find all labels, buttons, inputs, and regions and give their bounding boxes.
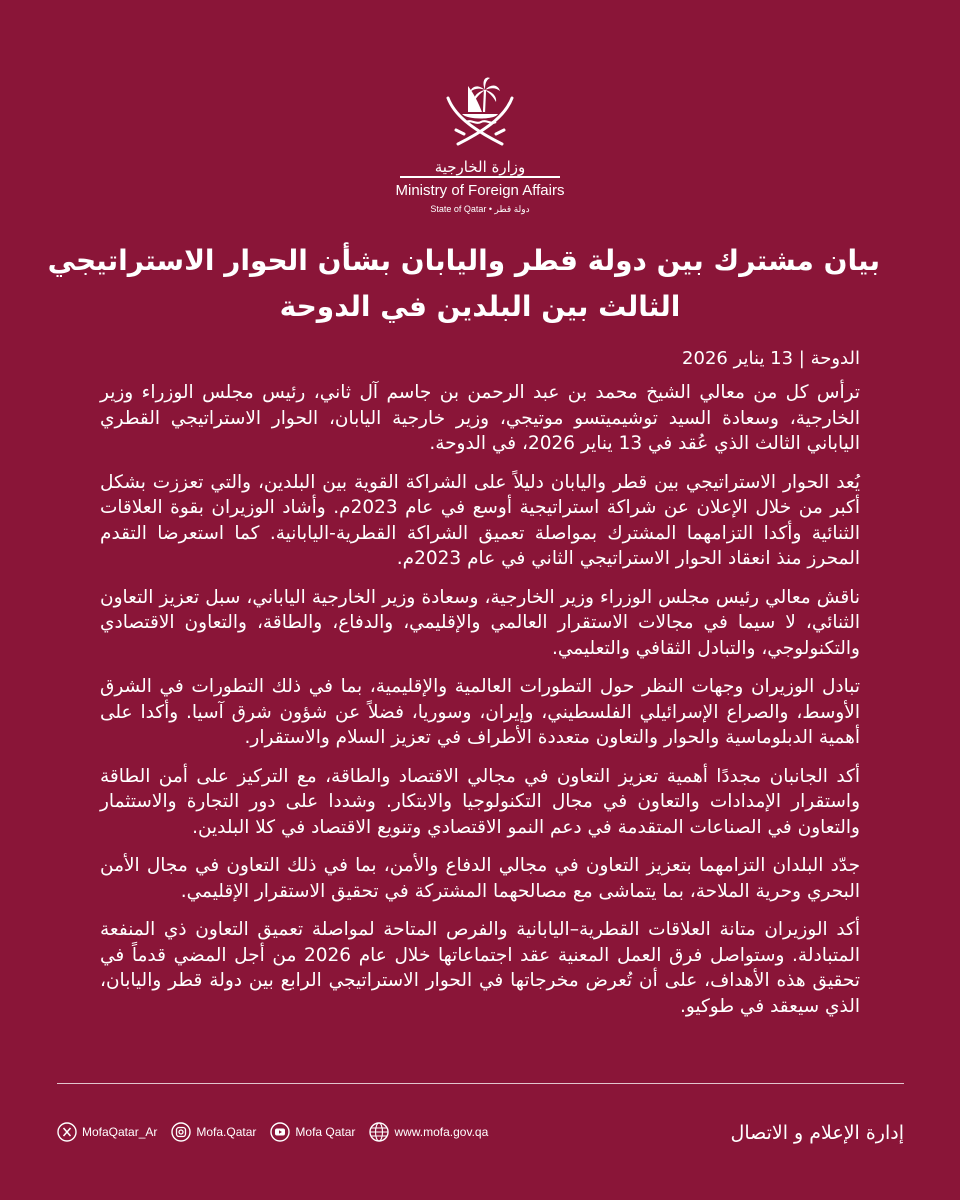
paragraph: ترأس كل من معالي الشيخ محمد بن عبد الرحمن بن جاسم آل ثاني، رئيس مجلس الوزراء وزير الخارجية، وسعادة السيد توشيميتسو موتيجي، وزير خارجية اليابان، الحوار الاستراتيجي القطري الياباني الثالث الذي عُقد في 13 يناير 2026، في الدوحة. — [100, 382, 860, 454]
paragraph: أكد الجانبان مجددًا أهمية تعزيز التعاون في مجالي الاقتصاد والطاقة، مع التركيز على أمن الطاقة واستقرار الإمدادات والتعاون في مجال التكنولوجيا والابتكار. وشددا على دور التجارة والاستثمار والتعاون في الصناعات المتقدمة في دعم النمو الاقتصادي وتنويع الاقتصاد في كلا البلدين. — [100, 765, 860, 838]
youtube-link[interactable] — [270, 1122, 355, 1142]
instagram-handle: Mofa.Qatar — [196, 1125, 257, 1139]
x-link[interactable] — [57, 1122, 157, 1142]
footer — [57, 1122, 904, 1152]
statement-body — [100, 346, 860, 1032]
department-name: إدارة الإعلام و الاتصال — [730, 1122, 904, 1144]
paragraph: تبادل الوزيران وجهات النظر حول التطورات العالمية والإقليمية، بما في ذلك التطورات في الشرق الأوسط، والصراع الإسرائيلي الفلسطيني، وإيران، وسوريا، فضلاً عن شؤون شرق آسيا. وأكدا على أهمية الدبلوماسية والحوار والتعاون متعددة الأطراف في تعزيز السلام والاستقرار. — [100, 676, 860, 748]
title-line-1: بيان مشترك بين دولة قطر واليابان بشأن الحوار الاستراتيجي — [47, 244, 880, 277]
instagram-icon — [171, 1122, 191, 1142]
qatar-emblem-icon — [440, 72, 520, 152]
dateline: الدوحة | 13 يناير 2026 — [682, 348, 860, 369]
instagram-link[interactable] — [171, 1122, 256, 1142]
title-line-2: الثالث بين البلدين في الدوحة — [279, 290, 681, 323]
ministry-name-english: Ministry of Foreign Affairs — [395, 182, 565, 199]
paragraph: يُعد الحوار الاستراتيجي بين قطر واليابان دليلاً على الشراكة القوية بين البلدين، والتي تعززت بشكل أكبر من خلال الإعلان عن شراكة استراتيجية أوسع في عام 2023م. وأشاد الوزيران بقوة العلاقات الثنائية وأكدا التزامهما المشترك بمواصلة تعميق الشراكة القطرية-اليابانية. كما استعرضا التقدم المحرز منذ انعقاد الحوار الاستراتيجي الثاني في عام 2023م. — [100, 471, 860, 569]
ministry-underline — [400, 176, 560, 178]
globe-icon — [369, 1122, 389, 1142]
x-icon — [57, 1122, 77, 1142]
website-url: www.mofa.gov.qa — [394, 1125, 489, 1139]
website-link[interactable] — [369, 1122, 488, 1142]
paragraph: أكد الوزيران متانة العلاقات القطرية–اليابانية والفرص المتاحة لمواصلة تعميق التعاون ذي المنفعة المتبادلة. وستواصل فرق العمل المعنية عقد اجتماعاتها خلال عام 2026 من أجل المضي قدماً في تحقيق هذه الأهداف، على أن تُعرض مخرجاتها في الحوار الاستراتيجي الرابع بين دولة قطر واليابان، الذي سيعقد في طوكيو. — [100, 919, 861, 1017]
footer-divider — [57, 1083, 904, 1084]
social-links — [57, 1122, 488, 1142]
paragraph: جدّد البلدان التزامهما بتعزيز التعاون في مجالي الدفاع والأمن، بما في ذلك التعاون في مجال الأمن البحري وحرية الملاحة، بما يتماشى مع مصالحهما المشتركة في تحقيق الاستقرار الإقليمي. — [100, 855, 860, 902]
x-handle: MofaQatar_Ar — [82, 1125, 158, 1139]
state-of-qatar-label: State of Qatar • دولة قطر — [430, 204, 530, 214]
youtube-handle: Mofa Qatar — [295, 1125, 356, 1139]
paragraph: ناقش معالي رئيس مجلس الوزراء وزير الخارجية، وسعادة وزير الخارجية الياباني، سبل تعزيز التعاون الثنائي، لا سيما في مجالات الاستقرار العالمي والإقليمي، والدفاع، والطاقة، والتعاون الاقتصادي والتكنولوجي، والتبادل الثقافي والتعليمي. — [100, 586, 860, 659]
page-title — [47, 238, 880, 330]
ministry-name-arabic: وزارة الخارجية — [434, 158, 526, 176]
youtube-icon — [270, 1122, 290, 1142]
